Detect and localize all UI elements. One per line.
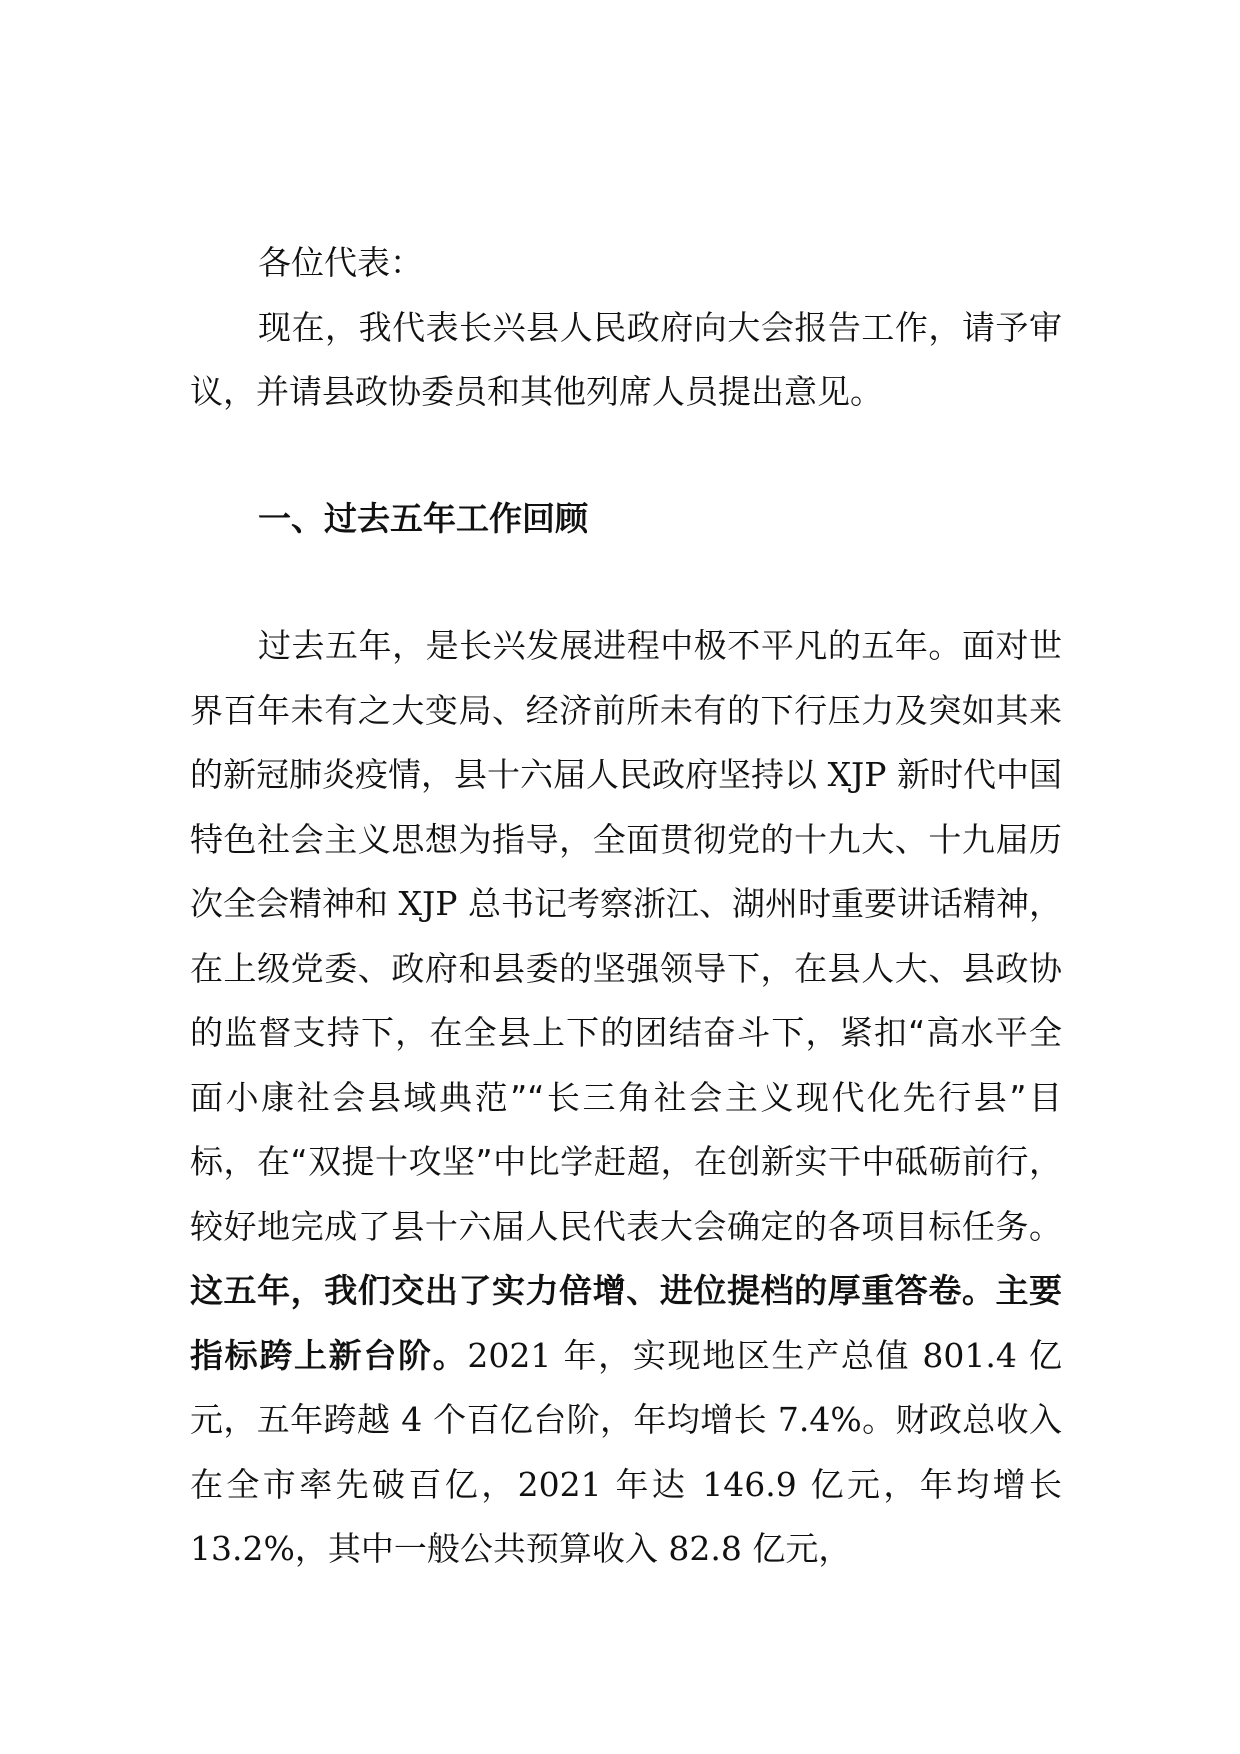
review-text-9: 亿元，年均增长 (810, 1464, 1063, 1504)
intro-paragraph: 现在，我代表长兴县人民政府向大会报告工作，请予审议，并请县政协委员和其他列席人员提出意见。 (190, 308, 1062, 411)
number-year-2021-b: 2021 (517, 1464, 602, 1504)
number-fiscal-revenue: 146.9 (702, 1464, 797, 1504)
salutation: 各位代表： (258, 243, 423, 282)
review-text-11: 亿元， (752, 1529, 852, 1568)
review-text-3: 总书记考察浙江、湖州时重要讲话精神，在上级党委、政府和县委的坚强领导下，在县人大、县政协的监督支持下，在全县上下的团结奋斗下，紧扣“高水平全面小康社会县域典范”“长三角社会主义现代化先行县”目标，在“双提十攻坚”中比学赶超，在创新实干中砥砺前行，较好地完成了县十六届人民代表大会确定的各项目标任务。 (190, 884, 1062, 1246)
review-text-4: 年，实现地区生产总值 (563, 1335, 911, 1375)
number-gdp: 801.4 (922, 1335, 1017, 1375)
abbr-xjp-1: XJP (827, 755, 887, 794)
number-steps: 4 (401, 1400, 423, 1439)
report-page (190, 230, 1062, 1582)
review-text-5: 亿元，五年跨越 (190, 1335, 1063, 1439)
review-bold-summary: 这五年，我们交出了实力倍增、进位提档的厚重答卷。主要指标跨上新台阶。 (190, 1271, 1062, 1375)
abbr-xjp-2: XJP (398, 884, 458, 923)
number-public-budget: 82.8 (668, 1529, 742, 1568)
review-text-1: 过去五年，是长兴发展进程中极不平凡的五年。面对世界百年未有之大变局、经济前所未有的下行压力及突如其来的新冠肺炎疫情，县十六届人民政府坚持以 (190, 626, 1062, 794)
review-text-2: 新时代中国特色社会主义思想为指导，全面贯彻党的十九大、十九届历次全会精神和 (190, 755, 1063, 923)
review-paragraph (190, 614, 1062, 1582)
section-heading: 一、过去五年工作回顾 (258, 499, 588, 538)
review-text-10: ，其中一般公共预算收入 (294, 1529, 658, 1568)
review-text-8: 年达 (615, 1464, 689, 1504)
number-gdp-growth: 7.4% (777, 1400, 862, 1439)
review-text-7: 。财政总收入在全市率先破百亿， (190, 1400, 1063, 1504)
number-fiscal-growth: 13.2% (190, 1529, 295, 1568)
number-year-2021-a: 2021 (467, 1335, 552, 1375)
review-text-6: 个百亿台阶，年均增长 (433, 1400, 767, 1439)
